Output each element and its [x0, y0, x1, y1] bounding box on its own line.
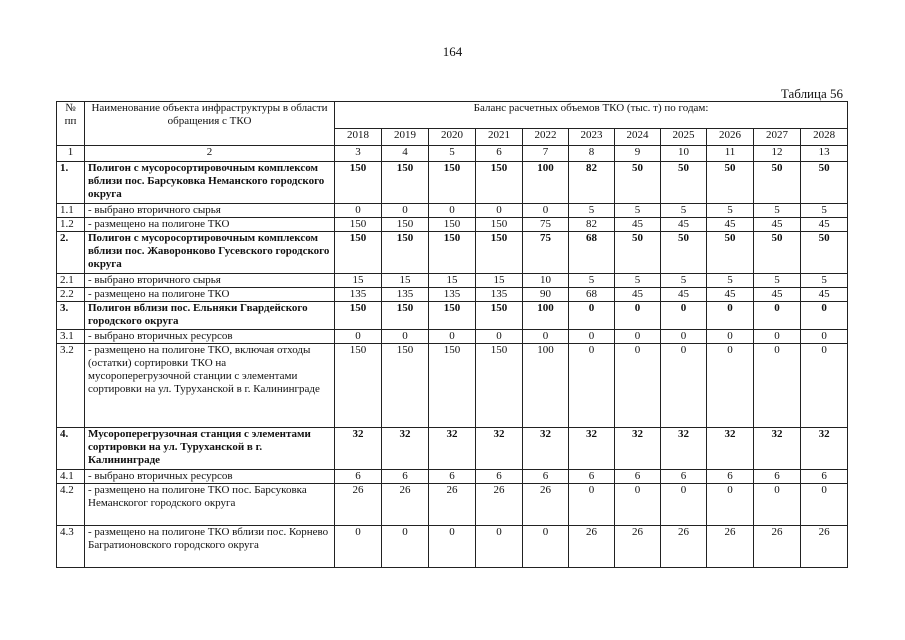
row-value: 0: [615, 302, 661, 330]
row-value: 0: [801, 484, 848, 526]
row-value: 0: [801, 330, 848, 344]
row-value: 150: [476, 302, 523, 330]
row-value: 0: [754, 302, 801, 330]
row-value: 75: [523, 232, 569, 274]
row-value: 32: [569, 428, 615, 470]
row-name: - размещено на полигоне ТКО вблизи пос. Корнево Багратионовского городского округа: [85, 526, 335, 568]
row-value: 5: [754, 204, 801, 218]
row-value: 135: [335, 288, 382, 302]
row-value: 135: [476, 288, 523, 302]
row-value: 5: [569, 274, 615, 288]
row-number: 4.: [57, 428, 85, 470]
row-name: - размещено на полигоне ТКО, включая отходы (остатки) сортировки ТКО на мусороперегрузочной станции с элементами сортировки на ул. Туруханской в г. Калининграде: [85, 344, 335, 428]
row-value: 150: [335, 218, 382, 232]
row-number: 2.2: [57, 288, 85, 302]
row-value: 6: [335, 470, 382, 484]
row-name: - размещено на полигоне ТКО: [85, 288, 335, 302]
row-value: 32: [523, 428, 569, 470]
row-value: 0: [661, 344, 707, 428]
row-value: 26: [707, 526, 754, 568]
row-value: 50: [754, 232, 801, 274]
row-value: 50: [615, 162, 661, 204]
row-value: 150: [476, 232, 523, 274]
row-value: 0: [801, 302, 848, 330]
row-value: 50: [615, 232, 661, 274]
row-value: 32: [661, 428, 707, 470]
page-number: 164: [442, 44, 463, 59]
row-value: 45: [754, 288, 801, 302]
row-value: 150: [382, 232, 429, 274]
row-value: 45: [615, 218, 661, 232]
row-number: 4.3: [57, 526, 85, 568]
row-value: 15: [382, 274, 429, 288]
row-value: 68: [569, 232, 615, 274]
row-value: 0: [661, 484, 707, 526]
row-value: 45: [707, 218, 754, 232]
row-value: 6: [615, 470, 661, 484]
header-column-number: 11: [707, 146, 754, 162]
header-column-number: 3: [335, 146, 382, 162]
row-value: 15: [429, 274, 476, 288]
row-value: 5: [754, 274, 801, 288]
row-value: 26: [661, 526, 707, 568]
row-value: 5: [615, 204, 661, 218]
row-value: 26: [801, 526, 848, 568]
row-value: 5: [707, 204, 754, 218]
header-num: № пп: [57, 102, 85, 146]
row-value: 0: [754, 344, 801, 428]
row-value: 0: [615, 330, 661, 344]
row-value: 0: [476, 330, 523, 344]
row-value: 32: [801, 428, 848, 470]
row-value: 50: [754, 162, 801, 204]
row-value: 45: [661, 288, 707, 302]
row-value: 26: [335, 484, 382, 526]
row-value: 50: [801, 232, 848, 274]
row-value: 0: [754, 330, 801, 344]
row-value: 6: [754, 470, 801, 484]
row-value: 150: [476, 218, 523, 232]
row-value: 0: [569, 484, 615, 526]
table-row: [57, 162, 848, 204]
header-column-number: 13: [801, 146, 848, 162]
row-value: 0: [661, 330, 707, 344]
header-year: 2023: [569, 129, 615, 146]
row-value: 50: [707, 232, 754, 274]
row-value: 45: [707, 288, 754, 302]
header-year: 2020: [429, 129, 476, 146]
table-row: [57, 288, 848, 302]
row-name: Полигон с мусоросортировочным комплексом вблизи пос. Жаворонково Гусевского городского округа: [85, 232, 335, 274]
row-number: 2.: [57, 232, 85, 274]
row-value: 45: [801, 218, 848, 232]
header-column-number: 8: [569, 146, 615, 162]
row-value: 15: [476, 274, 523, 288]
row-value: 50: [661, 162, 707, 204]
header-year: 2018: [335, 129, 382, 146]
row-value: 0: [335, 204, 382, 218]
balance-table: [56, 101, 848, 568]
row-value: 82: [569, 218, 615, 232]
row-value: 5: [707, 274, 754, 288]
row-value: 0: [569, 302, 615, 330]
header-column-number: 5: [429, 146, 476, 162]
row-value: 0: [429, 204, 476, 218]
row-value: 32: [335, 428, 382, 470]
row-value: 0: [382, 526, 429, 568]
row-value: 50: [707, 162, 754, 204]
table-caption: Таблица 56: [780, 86, 843, 101]
row-value: 6: [476, 470, 523, 484]
row-value: 32: [707, 428, 754, 470]
row-number: 3.1: [57, 330, 85, 344]
row-name: - размещено на полигоне ТКО: [85, 218, 335, 232]
table-row: [57, 330, 848, 344]
row-value: 0: [707, 344, 754, 428]
row-value: 150: [335, 344, 382, 428]
row-number: 1.: [57, 162, 85, 204]
row-value: 26: [429, 484, 476, 526]
header-column-number: 2: [85, 146, 335, 162]
row-value: 0: [707, 302, 754, 330]
row-value: 26: [382, 484, 429, 526]
row-value: 50: [661, 232, 707, 274]
row-value: 90: [523, 288, 569, 302]
row-value: 150: [429, 232, 476, 274]
row-value: 150: [335, 232, 382, 274]
row-name: - выбрано вторичных ресурсов: [85, 470, 335, 484]
row-value: 5: [615, 274, 661, 288]
table-row: [57, 428, 848, 470]
row-name: Полигон вблизи пос. Ельняки Гвардейского городского округа: [85, 302, 335, 330]
table-row: [57, 344, 848, 428]
row-value: 0: [429, 330, 476, 344]
table-row: [57, 526, 848, 568]
row-value: 150: [335, 302, 382, 330]
header-column-number: 1: [57, 146, 85, 162]
row-value: 135: [382, 288, 429, 302]
row-value: 0: [754, 484, 801, 526]
row-value: 10: [523, 274, 569, 288]
table-row: [57, 232, 848, 274]
row-number: 2.1: [57, 274, 85, 288]
row-value: 26: [754, 526, 801, 568]
header-balance: Баланс расчетных объемов ТКО (тыс. т) по годам:: [335, 102, 848, 129]
row-value: 135: [429, 288, 476, 302]
row-value: 5: [569, 204, 615, 218]
row-number: 1.1: [57, 204, 85, 218]
row-value: 150: [382, 302, 429, 330]
row-value: 26: [523, 484, 569, 526]
row-value: 6: [801, 470, 848, 484]
table-row: [57, 204, 848, 218]
row-value: 0: [523, 204, 569, 218]
row-value: 82: [569, 162, 615, 204]
row-name: - выбрано вторичного сырья: [85, 204, 335, 218]
row-value: 150: [382, 162, 429, 204]
row-value: 6: [382, 470, 429, 484]
table-row: [57, 470, 848, 484]
row-value: 6: [429, 470, 476, 484]
row-value: 100: [523, 162, 569, 204]
table-row: [57, 218, 848, 232]
header-column-number: 6: [476, 146, 523, 162]
row-value: 150: [382, 344, 429, 428]
row-value: 0: [569, 344, 615, 428]
row-value: 26: [615, 526, 661, 568]
row-value: 0: [707, 484, 754, 526]
row-value: 26: [569, 526, 615, 568]
header-column-number: 4: [382, 146, 429, 162]
row-value: 150: [476, 344, 523, 428]
header-column-number: 9: [615, 146, 661, 162]
row-value: 0: [429, 526, 476, 568]
row-value: 0: [523, 526, 569, 568]
row-value: 45: [615, 288, 661, 302]
table-row: [57, 484, 848, 526]
row-value: 32: [382, 428, 429, 470]
row-value: 150: [382, 218, 429, 232]
row-value: 100: [523, 302, 569, 330]
header-column-number: 12: [754, 146, 801, 162]
row-value: 45: [754, 218, 801, 232]
row-value: 6: [707, 470, 754, 484]
header-year: 2019: [382, 129, 429, 146]
row-value: 5: [801, 204, 848, 218]
row-value: 0: [523, 330, 569, 344]
header-year: 2024: [615, 129, 661, 146]
row-value: 45: [661, 218, 707, 232]
row-number: 1.2: [57, 218, 85, 232]
row-value: 150: [429, 218, 476, 232]
row-value: 45: [801, 288, 848, 302]
row-value: 6: [661, 470, 707, 484]
row-value: 15: [335, 274, 382, 288]
row-value: 50: [801, 162, 848, 204]
row-value: 6: [523, 470, 569, 484]
header-year: 2022: [523, 129, 569, 146]
header-column-number: 10: [661, 146, 707, 162]
row-value: 0: [615, 344, 661, 428]
header-year: 2026: [707, 129, 754, 146]
row-name: - выбрано вторичного сырья: [85, 274, 335, 288]
row-value: 0: [382, 204, 429, 218]
header-column-number: 7: [523, 146, 569, 162]
header-year: 2027: [754, 129, 801, 146]
row-value: 0: [476, 204, 523, 218]
row-value: 150: [429, 162, 476, 204]
row-value: 150: [476, 162, 523, 204]
row-value: 32: [754, 428, 801, 470]
header-year: 2028: [801, 129, 848, 146]
header-year: 2025: [661, 129, 707, 146]
row-number: 3.2: [57, 344, 85, 428]
row-value: 32: [615, 428, 661, 470]
row-value: 0: [335, 526, 382, 568]
row-name: - размещено на полигоне ТКО пос. Барсуковка Неманскогог городского округа: [85, 484, 335, 526]
row-value: 0: [661, 302, 707, 330]
row-value: 0: [569, 330, 615, 344]
row-number: 3.: [57, 302, 85, 330]
row-value: 5: [661, 274, 707, 288]
row-value: 26: [476, 484, 523, 526]
row-value: 32: [429, 428, 476, 470]
table-row: [57, 274, 848, 288]
row-value: 0: [476, 526, 523, 568]
row-value: 5: [661, 204, 707, 218]
row-name: Мусороперегрузочная станция с элементами сортировки на ул. Туруханской в г. Калининграде: [85, 428, 335, 470]
row-value: 150: [335, 162, 382, 204]
row-value: 32: [476, 428, 523, 470]
row-name: - выбрано вторичных ресурсов: [85, 330, 335, 344]
row-value: 5: [801, 274, 848, 288]
header-year: 2021: [476, 129, 523, 146]
row-value: 150: [429, 344, 476, 428]
row-value: 0: [335, 330, 382, 344]
row-value: 68: [569, 288, 615, 302]
row-number: 4.2: [57, 484, 85, 526]
row-value: 6: [569, 470, 615, 484]
row-value: 0: [801, 344, 848, 428]
header-name: Наименование объекта инфраструктуры в области обращения с ТКО: [85, 102, 335, 146]
row-value: 150: [429, 302, 476, 330]
row-value: 100: [523, 344, 569, 428]
row-number: 4.1: [57, 470, 85, 484]
row-value: 0: [707, 330, 754, 344]
row-value: 0: [382, 330, 429, 344]
table-row: [57, 302, 848, 330]
row-name: Полигон с мусоросортировочным комплексом вблизи пос. Барсуковка Неманского городского округа: [85, 162, 335, 204]
row-value: 75: [523, 218, 569, 232]
row-value: 0: [615, 484, 661, 526]
